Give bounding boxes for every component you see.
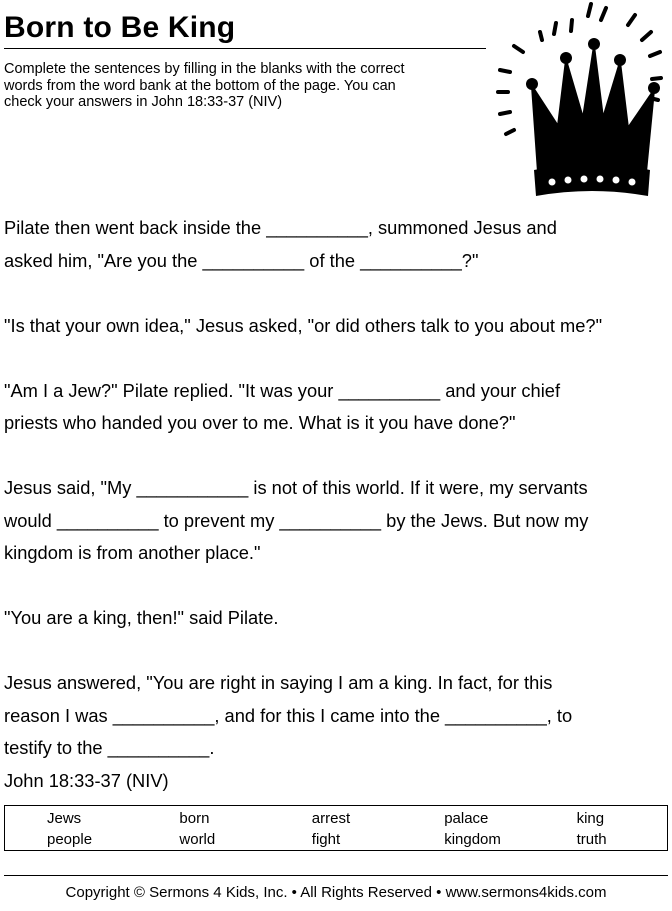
passage (4, 212, 672, 797)
instructions (4, 61, 484, 111)
passage-line: testify to the __________. (4, 737, 215, 758)
passage-line: Pilate then went back inside the __________, summoned Jesus and (4, 217, 557, 238)
passage-line: "You are a king, then!" said Pilate. (4, 607, 279, 628)
word-bank-word: people (47, 831, 93, 848)
passage-paragraph (4, 310, 672, 343)
word-bank-word: Jews (47, 810, 82, 827)
crown-icon (492, 0, 672, 205)
title-underline (4, 48, 486, 49)
word-bank-word: arrest (311, 810, 351, 827)
passage-line: kingdom is from another place." (4, 542, 261, 563)
footer-divider (4, 875, 668, 876)
scripture-reference: John 18:33-37 (NIV) (4, 769, 169, 791)
word-bank-word: kingdom (444, 831, 501, 848)
instruction-line: Complete the sentences by filling in the blanks with the correct (4, 61, 405, 77)
passage-line: would __________ to prevent my __________ by the Jews. But now my (4, 509, 589, 531)
passage-line: Jesus answered, "You are right in saying I am a king. In fact, for this (4, 672, 553, 693)
word-bank (4, 805, 668, 851)
word-bank-word: palace (444, 810, 489, 827)
passage-line: Jesus said, "My ___________ is not of this world. If it were, my servants (4, 477, 588, 498)
passage-line: priests who handed you over to me. What is it you have done?" (4, 412, 516, 433)
passage-paragraph (4, 375, 672, 440)
passage-paragraph (4, 602, 672, 635)
passage-paragraph (4, 472, 672, 570)
word-bank-word: fight (311, 831, 341, 848)
word-bank-word: truth (576, 831, 607, 848)
word-bank-word: world (179, 831, 216, 848)
passage-paragraph (4, 212, 672, 277)
passage-line: reason I was __________, and for this I came into the __________, to (4, 704, 573, 726)
passage-line: "Am I a Jew?" Pilate replied. "It was your __________ and your chief (4, 379, 561, 401)
word-bank-word: born (179, 810, 210, 827)
passage-line: asked him, "Are you the __________ of the __________?" (4, 249, 479, 271)
word-bank-word: king (576, 810, 605, 827)
copyright-footer: Copyright © Sermons 4 Kids, Inc. • All Rights Reserved • www.sermons4kids.com (65, 884, 607, 901)
page-title: Born to Be King (4, 11, 236, 44)
instruction-line: check your answers in John 18:33-37 (NIV) (4, 94, 283, 110)
passage-line: "Is that your own idea," Jesus asked, "or did others talk to you about me?" (4, 314, 603, 336)
instruction-line: words from the word bank at the bottom of the page. You can (4, 77, 396, 94)
passage-paragraph (4, 667, 672, 797)
